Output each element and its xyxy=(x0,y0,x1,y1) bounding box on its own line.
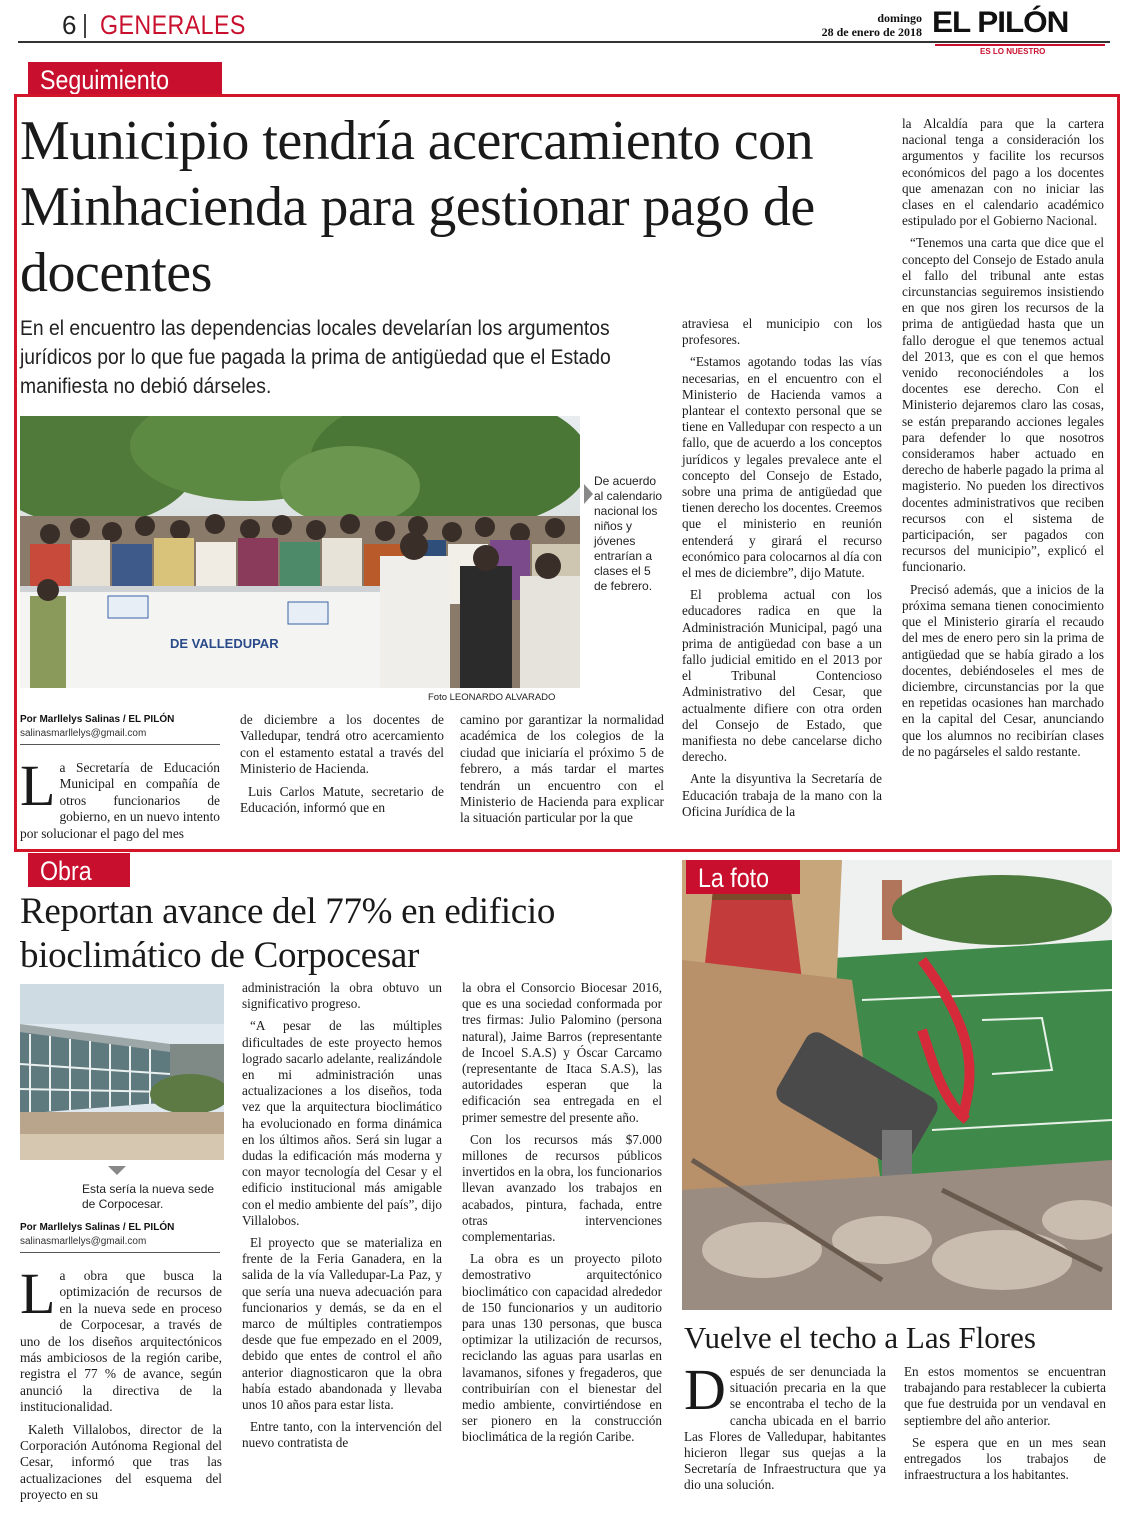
page-number-divider xyxy=(84,14,86,38)
story1-photo-credit: Foto LEONARDO ALVARADO xyxy=(428,692,556,703)
story-tag-seguimiento: Seguimiento xyxy=(28,62,222,96)
logo-underline xyxy=(935,44,1105,46)
story3-headline: Vuelve el techo a Las Flores xyxy=(684,1320,1036,1355)
story1-col1-text: a Secretaría de Educación Municipal en compañía de otros funcionarios de gobierno, en un nuevo intento por solucionar el pago del mes xyxy=(20,760,220,841)
story2-col2-p4: Entre tanto, con la intervención del nuevo contratista de xyxy=(242,1419,442,1451)
story2-photo xyxy=(20,984,224,1160)
issue-day: domingo xyxy=(877,11,922,25)
crowd-photo-illustration xyxy=(20,416,580,688)
story2-column-2 xyxy=(242,980,442,1452)
story2-col3-p1: la obra el Consorcio Biocesar 2016, que es una sociedad conformada por tres firmas: Julio Palomino (persona natural), Jaime Barros (representante de Incoel S.A.S) y Óscar Carcamo (representante de Itaca S.A.S), las autoridades esperan que la edificación sea entregada en el primer semestre del presente año. xyxy=(462,980,662,1125)
story3-col2-p1: En estos momentos se encuentran trabajando para restablecer la cubierta que fue destruida por un vendaval en septiembre del año anterior. xyxy=(904,1364,1106,1428)
story2-photo-caption: Esta sería la nueva sede de Corpocesar. xyxy=(82,1182,215,1211)
story1-col3-text: camino por garantizar la normalidad académica de los colegios de la ciudad que iniciaría el próximo 5 de febrero, a más tardar el martes tendrán un encuentro con el Ministerio de Hacienda para explicar la situación particular por la que xyxy=(460,712,664,826)
story1-column-5 xyxy=(902,116,1104,760)
story2-col1-p2: Kaleth Villalobos, director de la Corporación Autónoma Regional del Cesar, informó que tras las actualizaciones del esquema del proyecto en su xyxy=(20,1421,222,1503)
story1-column-2 xyxy=(240,712,444,816)
caption-pointer-icon xyxy=(108,1166,126,1175)
photo-banner-text: DE VALLEDUPAR xyxy=(170,636,279,651)
story1-col5-p3: Precisó además, que a inicios de la próxima semana tienen conocimiento que el Ministerio giraría el recaudo del mes de enero pero sin la prima de antigüedad que se había girado a los docentes, debiéndoseles el mes de diciembre, circunstancias por la que en repetidas ocasiones han marchado en la capital del Cesar, anunciando que los alumnos no recibirían clases de no pagárseles el saldo restante. xyxy=(902,581,1104,759)
story1-col4-p3: El problema actual con los educadores radica en que la Administración Municipal, pagó una prima de antigüedad con base a un fallo judicial emitido en el 2013 por el Tribunal Contencioso Administrativo del Cesar, que actualmente difiere con otra orden del Consejo de Estado, que manifiesta no debe cancelarse dicho derecho. xyxy=(682,587,882,765)
story1-photo-caption: De acuerdo al calendario nacional los niños y jóvenes entrarían a clases el 5 de febrero. xyxy=(594,474,663,593)
page-number: 6 xyxy=(62,10,77,40)
byline-rule xyxy=(20,1252,220,1253)
story1-column-3 xyxy=(460,712,664,827)
story2-col3-p3: La obra es un proyecto piloto demostrativo arquitectónico bioclimático con capacidad alrededor de 150 funcionarios y un auditorio para unas 130 personas, que busca optimizar la utilización de recursos, reciclando las aguas para usarlas en lavamanos, sifones y fregaderos, que contribuirían con el bienestar del medio ambiente, convirtiéndose en ser pionero en la construcción bioclimática de la región Caribe. xyxy=(462,1251,662,1445)
caption-pointer-icon xyxy=(584,484,593,504)
story2-headline: Reportan avance del 77% en edificio bioclimático de Corpocesar xyxy=(20,891,556,976)
story3-column-2 xyxy=(904,1364,1106,1483)
roof-worker-photo-illustration xyxy=(682,860,1112,1310)
story1-byline: Por Marllelys Salinas / EL PILÓN xyxy=(20,714,175,725)
story3-col2-p2: Se espera que en un mes sean entregados los trabajos de infraestructura a los habitantes. xyxy=(904,1434,1106,1483)
story2-column-3 xyxy=(462,980,662,1446)
building-photo-illustration xyxy=(20,984,224,1160)
story-tag-la-foto: La foto xyxy=(686,860,800,894)
story1-col4-p2: “Estamos agotando todas las vías necesarias, en el encuentro con el Ministerio de Hacienda vamos a plantear el contexto personal que se tiene en Valledupar con respecto a un fallo, que de acuerdo a los conceptos jurídicos y legales prevalece ante el concepto del Consejo de Estado, sobre una prima de antigüedad que tienen derecho los docentes. Creemos que el ministerio en reunión entenderá y girará el recurso económico para colocarnos al día con el mes de diciembre”, dijo Matute. xyxy=(682,354,882,581)
story2-col2-p3: El proyecto que se materializa en frente de la Feria Ganadera, en la salida de la vía Valledupar-La Paz, y que sería una nueva adecuación para funcionarios y demás, se da en el marco de múltiples contratiempos desde que fue empezado en el 2009, debido que entes de control el año anterior diagnosticaron que la obra había estado abandonada y llevaba unos 10 años para estar lista. xyxy=(242,1235,442,1413)
story1-col4-p4: Ante la disyuntiva la Secretaría de Educación trabaja de la mano con la Oficina Jurídica de la xyxy=(682,771,882,819)
byline-rule xyxy=(20,744,220,745)
newspaper-slogan: ES LO NUESTRO xyxy=(980,47,1046,56)
story1-email: salinasmarllelys@gmail.com xyxy=(20,728,147,739)
story1-col4-p1: atraviesa el municipio con los profesores. xyxy=(682,316,882,348)
story1-col5-p2: “Tenemos una carta que dice que el concepto del Consejo de Estado anula el fallo del tribunal ante estas circunstancias seguiremos insistiendo en que nos giren los recursos de la prima de antigüedad hasta que un fallo derogue el que tenemos actual del 2013, que es con el que hemos venido reconociéndoles a los docentes ese derecho. Con el Ministerio dejaremos claro las cosas, se están preparando acciones legales para defender lo que nosotros consideramos haber actuado en derecho de haberle pagado la prima al magisterio. No pueden los directivos docentes administrativos que reciben recursos con el sistema de participación, ser pagados con recursos del municipio”, explicó el funcionario. xyxy=(902,235,1104,575)
story1-column-1 xyxy=(20,753,220,842)
story1-col2-p2: Luis Carlos Matute, secretario de Educación, informó que en xyxy=(240,783,444,816)
story2-col1-p1: a obra que busca la optimización de recursos de en la nueva sede en proceso de Corpocesar, a través de uno de los diseños arquitectónicos más ambiciosos de la región caribe, registra el 77 % de avance, según anunció la directiva de la institucionalidad. xyxy=(20,1268,222,1415)
drop-cap: D xyxy=(684,1357,726,1422)
story2-col3-p2: Con los recursos más $7.000 millones de recursos públicos invertidos en la obra, los funcionarios llevan avanzado los trabajos en acabados, pintura, fachada, entre otras intervenciones complementarias. xyxy=(462,1131,662,1245)
story2-email: salinasmarllelys@gmail.com xyxy=(20,1236,147,1247)
story1-column-4 xyxy=(682,316,882,820)
story3-photo xyxy=(682,860,1112,1310)
story2-byline: Por Marllelys Salinas / EL PILÓN xyxy=(20,1222,175,1233)
newspaper-logo: EL PILÓN xyxy=(932,6,1069,39)
story3-column-1 xyxy=(684,1357,886,1494)
story1-col5-p1: la Alcaldía para que la cartera nacional tenga a consideración los argumentos y facilite los recursos económicos del pago a los docentes que amenazan con no iniciar las clases en el calendario académico estipulado por el Gobierno Nacional. xyxy=(902,116,1104,229)
header-rule xyxy=(18,41,1110,43)
story3-col1-text: espués de ser denunciada la situación precaria en la que se encontraba el techo de la cancha ubicada en el barrio Las Flores de Valledupar, habitantes hicieron llegar sus quejas a la Secretaría de Infraestructura que ya dio una solución. xyxy=(684,1364,886,1493)
story2-column-1 xyxy=(20,1261,222,1504)
issue-date: 28 de enero de 2018 xyxy=(821,25,922,39)
story-tag-obra: Obra xyxy=(28,853,130,887)
story2-col2-p2: “A pesar de las múltiples dificultades de este proyecto hemos logrado sacarlo adelante, realizándole en mi administración unas actualizaciones a los diseños, toda vez que la arquitectura bioclimático ha evolucionado en forma dinámica en los últimos años. Será sin lugar a dudas la edificación más moderna y con mayor tecnología del Cesar y el edificio institucional más amigable con el medio ambiente del país”, dijo Villalobos. xyxy=(242,1018,442,1228)
story1-headline: Municipio tendría acercamiento con Minhacienda para gestionar pago de docentes xyxy=(20,110,815,304)
story1-col2-p1: de diciembre a los docentes de Valledupar, tendrá otro acercamiento con el estamento estatal a través del Ministerio de Hacienda. xyxy=(240,712,444,777)
story1-dek: En el encuentro las dependencias locales develarían los argumentos jurídicos por lo que fue pagada la prima de antigüedad que el Estado manifiesta no debió dárseles. xyxy=(20,317,611,398)
story2-col2-p1: administración la obra obtuvo un significativo progreso. xyxy=(242,980,442,1012)
drop-cap: L xyxy=(20,1261,56,1326)
drop-cap: L xyxy=(20,753,56,818)
story1-photo xyxy=(20,416,580,688)
section-title: GENERALES xyxy=(100,10,246,40)
